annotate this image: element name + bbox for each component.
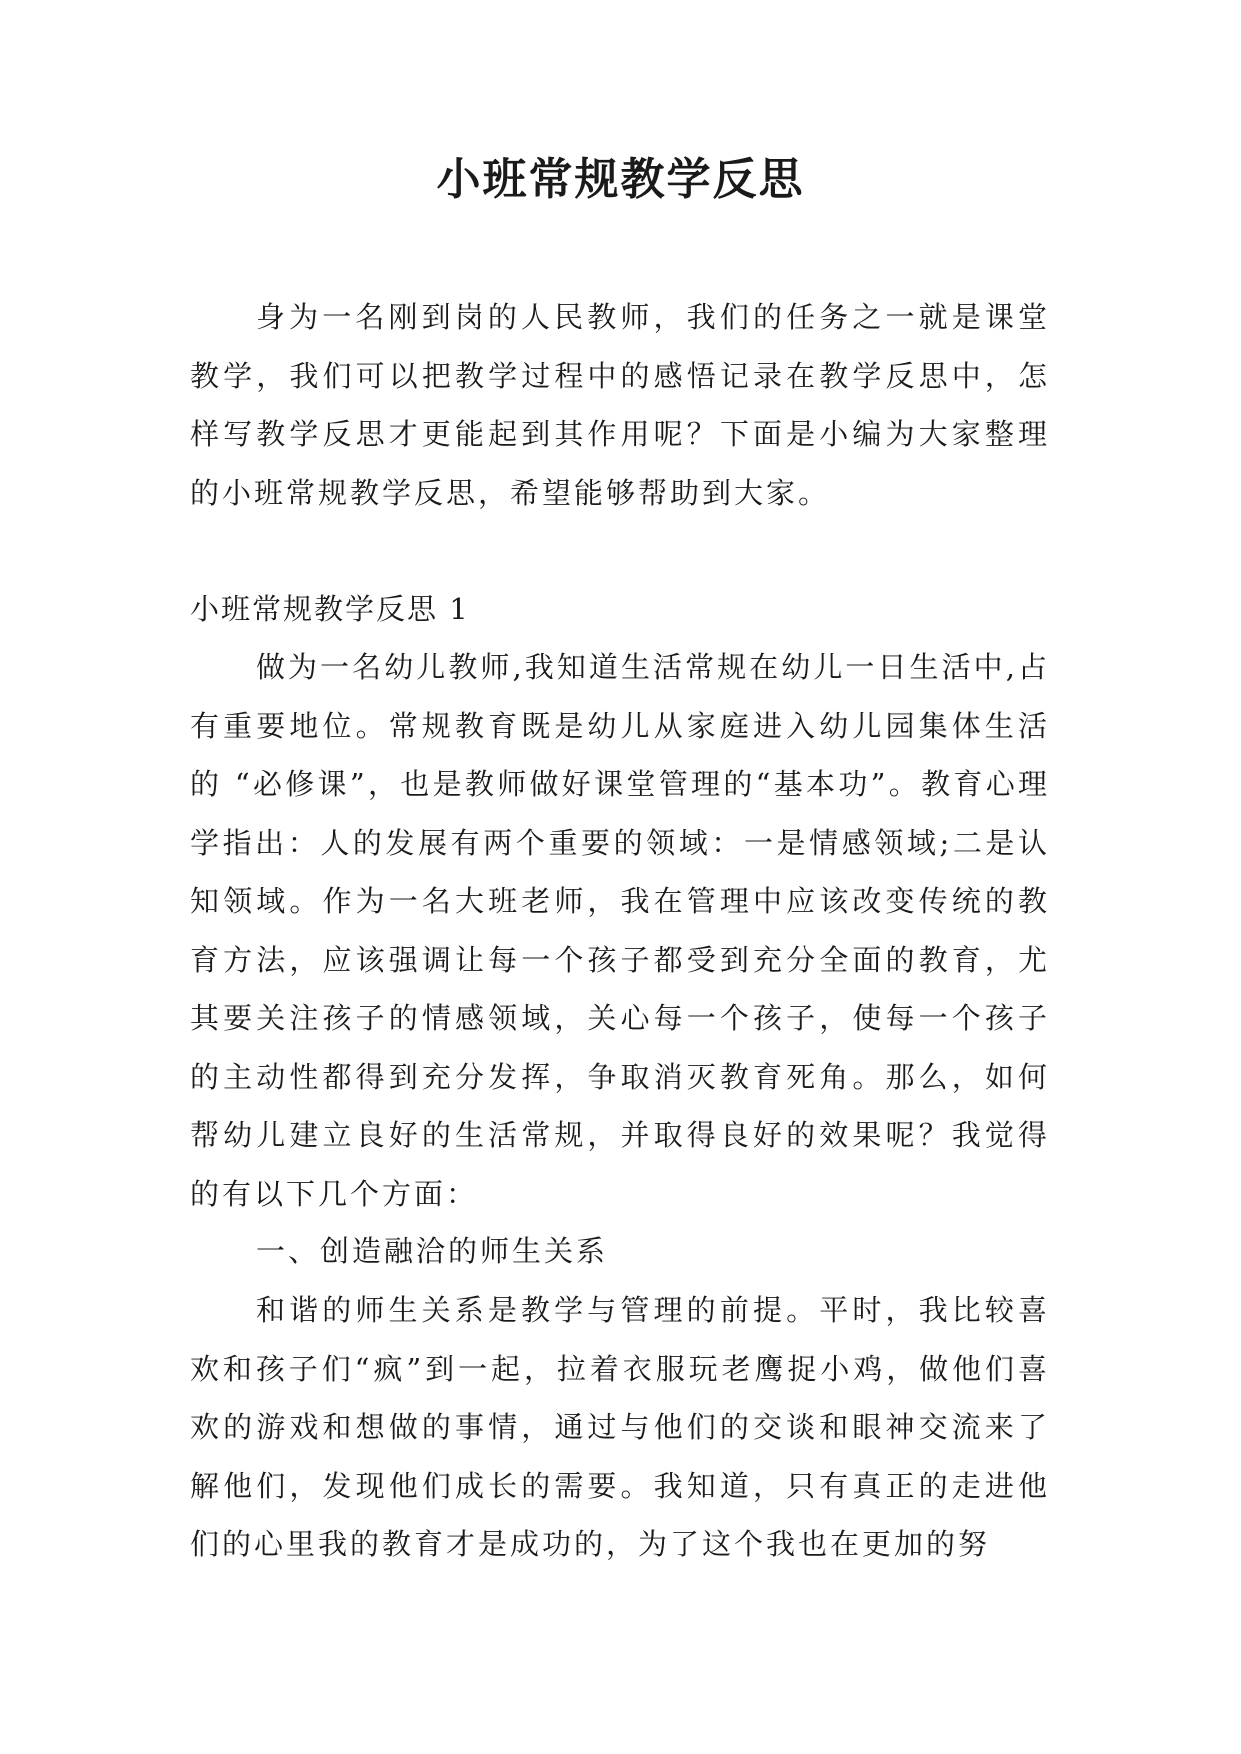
intro-paragraph: 身为一名刚到岗的人民教师，我们的任务之一就是课堂教学，我们可以把教学过程中的感悟记录在教学反思中，怎样写教学反思才更能起到其作用呢？下面是小编为大家整理的小班常规教学反思，希望能够帮助到大家。 xyxy=(190,300,1050,510)
subheading: 一、创造融洽的师生关系 xyxy=(256,1234,609,1268)
section-heading: 小班常规教学反思 1 xyxy=(190,592,470,626)
body-paragraph: 做为一名幼儿教师,我知道生活常规在幼儿一日生活中,占有重要地位。常规教育既是幼儿从家庭进入幼儿园集体生活的 “必修课”，也是教师做好课堂管理的“基本功”。教育心理学指出：人的发展有两个重要的领域：一是情感领域;二是认知领域。作为一名大班老师，我在管理中应该改变传统的教育方法，应该强调让每一个孩子都受到充分全面的教育，尤其要关注孩子的情感领域，关心每一个孩子，使每一个孩子的主动性都得到充分发挥，争取消灭教育死角。那么，如何帮幼儿建立良好的生活常规，并取得良好的效果呢？我觉得的有以下几个方面： xyxy=(190,650,1050,1211)
document-title: 小班常规教学反思 xyxy=(436,154,805,205)
body-paragraph: 和谐的师生关系是教学与管理的前提。平时，我比较喜欢和孩子们“疯”到一起，拉着衣服玩老鹰捉小鸡，做他们喜欢的游戏和想做的事情，通过与他们的交谈和眼神交流来了解他们，发现他们成长的需要。我知道，只有真正的走进他们的心里我的教育才是成功的，为了这个我也在更加的努 xyxy=(190,1293,1050,1561)
